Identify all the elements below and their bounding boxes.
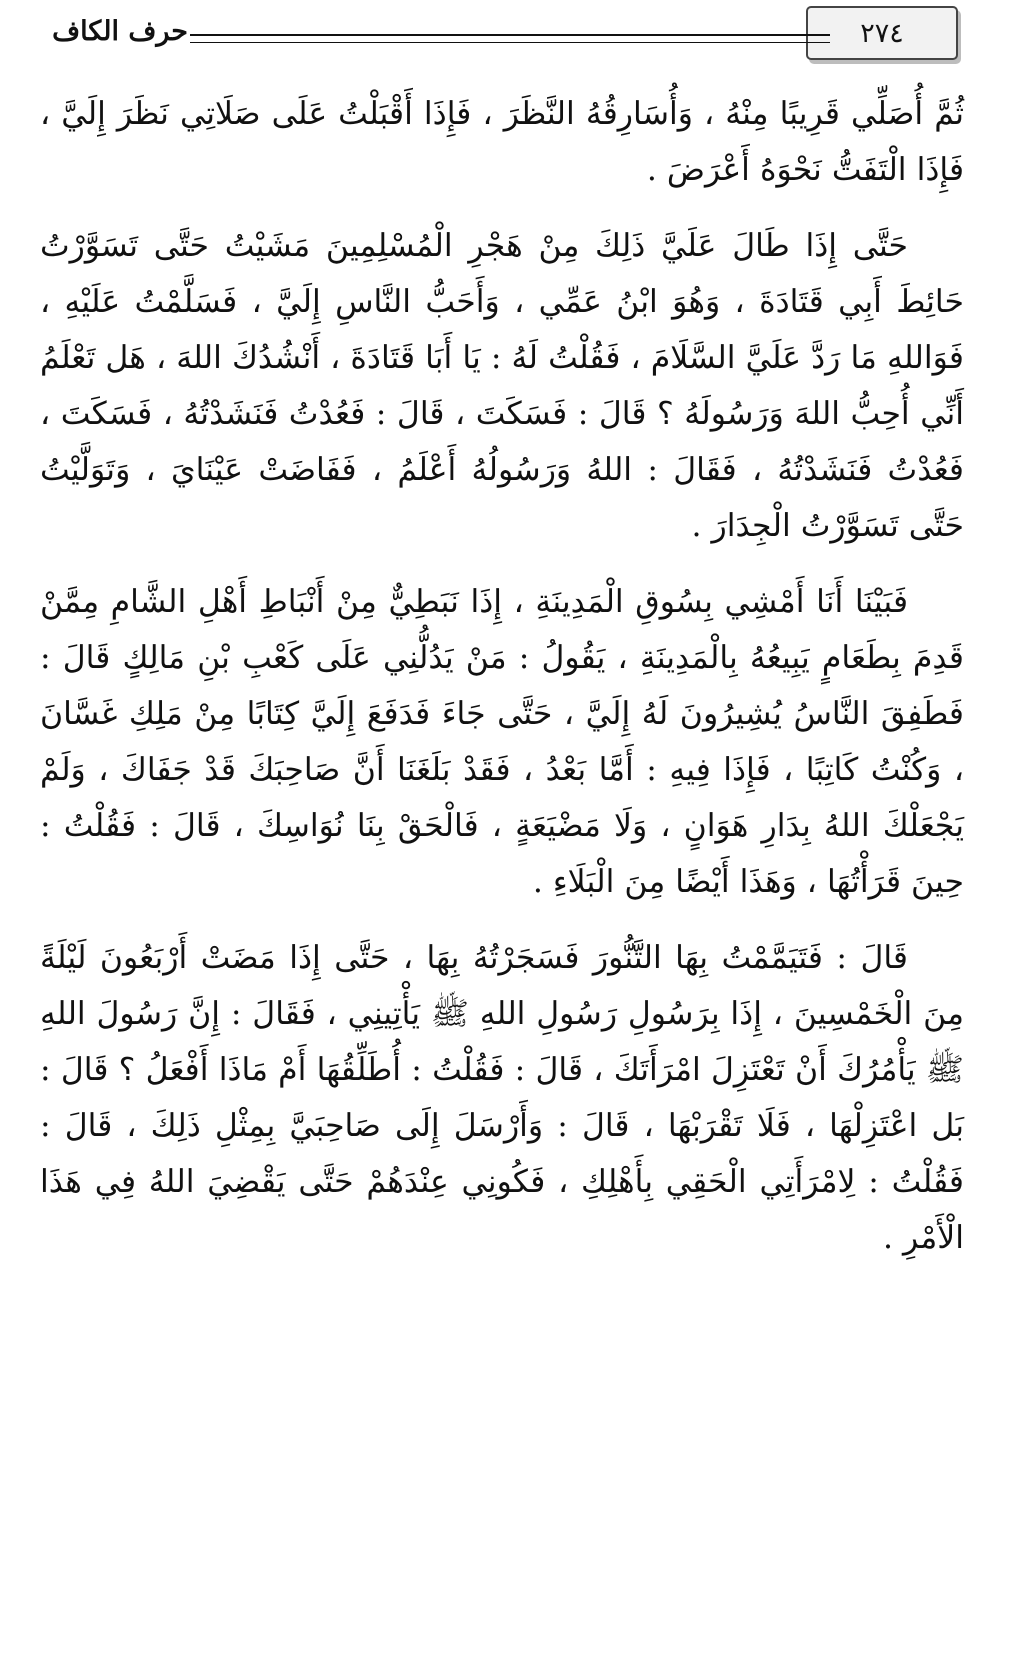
page-body bbox=[40, 86, 964, 1266]
paragraph: فَبَيْنَا أَنَا أَمْشِي بِسُوقِ الْمَدِينَةِ ، إِذَا نَبَطِيٌّ مِنْ أَنْبَاطِ أَهْلِ الشَّامِ مِمَّنْ قَدِمَ بِطَعَامٍ يَبِيعُهُ بِالْمَدِينَةِ ، يَقُولُ : مَنْ يَدُلُّنِي عَلَى كَعْبِ بْنِ مَالِكٍ قَالَ : فَطَفِقَ النَّاسُ يُشِيرُونَ لَهُ إِلَيَّ ، حَتَّى جَاءَ فَدَفَعَ إِلَيَّ كِتَابًا مِنْ مَلِكِ غَسَّانَ ، وَكُنْتُ كَاتِبًا ، فَإِذَا فِيهِ : أَمَّا بَعْدُ ، فَقَدْ بَلَغَنَا أَنَّ صَاحِبَكَ قَدْ جَفَاكَ ، وَلَمْ يَجْعَلْكَ اللهُ بِدَارِ هَوَانٍ ، وَلَا مَضْيَعَةٍ ، فَالْحَقْ بِنَا نُوَاسِكَ ، قَالَ : فَقُلْتُ : حِينَ قَرَأْتُهَا ، وَهَذَا أَيْضًا مِنَ الْبَلَاءِ . bbox=[40, 584, 964, 900]
page-header bbox=[40, 6, 958, 66]
paragraph: ثُمَّ أُصَلِّي قَرِيبًا مِنْهُ ، وَأُسَارِقُهُ النَّظَرَ ، فَإِذَا أَقْبَلْتُ عَلَى صَلَاتِي نَظَرَ إِلَيَّ ، فَإِذَا الْتَفَتُّ نَحْوَهُ أَعْرَضَ . bbox=[40, 96, 964, 188]
section-title: حرف الكاف bbox=[52, 16, 188, 47]
header-rule-thin bbox=[190, 42, 830, 43]
page-number: ٢٧٤ bbox=[806, 6, 958, 60]
paragraph: قَالَ : فَتَيَمَّمْتُ بِهَا التَّنُّورَ فَسَجَرْتُهُ بِهَا ، حَتَّى إِذَا مَضَتْ أَرْبَعُونَ لَيْلَةً مِنَ الْخَمْسِينَ ، إِذَا بِرَسُولِ رَسُولِ اللهِ ﷺ يَأْتِينِي ، فَقَالَ : إِنَّ رَسُولَ اللهِ ﷺ يَأْمُرُكَ أَنْ تَعْتَزِلَ امْرَأَتَكَ ، قَالَ : فَقُلْتُ : أُطَلِّقُهَا أَمْ مَاذَا أَفْعَلُ ؟ قَالَ : بَل اعْتَزِلْهَا ، فَلَا تَقْرَبْهَا ، قَالَ : وَأَرْسَلَ إِلَى صَاحِبَيَّ بِمِثْلِ ذَلِكَ ، قَالَ : فَقُلْتُ : لِامْرَأَتِي الْحَقِي بِأَهْلِكِ ، فَكُونِي عِنْدَهُمْ حَتَّى يَقْضِيَ اللهُ فِي هَذَا الْأَمْرِ . bbox=[40, 940, 964, 1256]
paragraph: حَتَّى إِذَا طَالَ عَلَيَّ ذَلِكَ مِنْ هَجْرِ الْمُسْلِمِينَ مَشَيْتُ حَتَّى تَسَوَّرْتُ حَائِطَ أَبِي قَتَادَةَ ، وَهُوَ ابْنُ عَمِّي ، وَأَحَبُّ النَّاسِ إِلَيَّ ، فَسَلَّمْتُ عَلَيْهِ ، فَوَاللهِ مَا رَدَّ عَلَيَّ السَّلَامَ ، فَقُلْتُ لَهُ : يَا أَبَا قَتَادَةَ ، أَنْشُدُكَ اللهَ ، هَل تَعْلَمُ أَنِّي أُحِبُّ اللهَ وَرَسُولَهُ ؟ قَالَ : فَسَكَتَ ، قَالَ : فَعُدْتُ فَنَشَدْتُهُ ، فَسَكَتَ ، فَعُدْتُ فَنَشَدْتُهُ ، فَقَالَ : اللهُ وَرَسُولُهُ أَعْلَمُ ، فَفَاضَتْ عَيْنَايَ ، وَتَوَلَّيْتُ حَتَّى تَسَوَّرْتُ الْجِدَارَ . bbox=[40, 228, 964, 544]
header-rule bbox=[190, 34, 830, 36]
